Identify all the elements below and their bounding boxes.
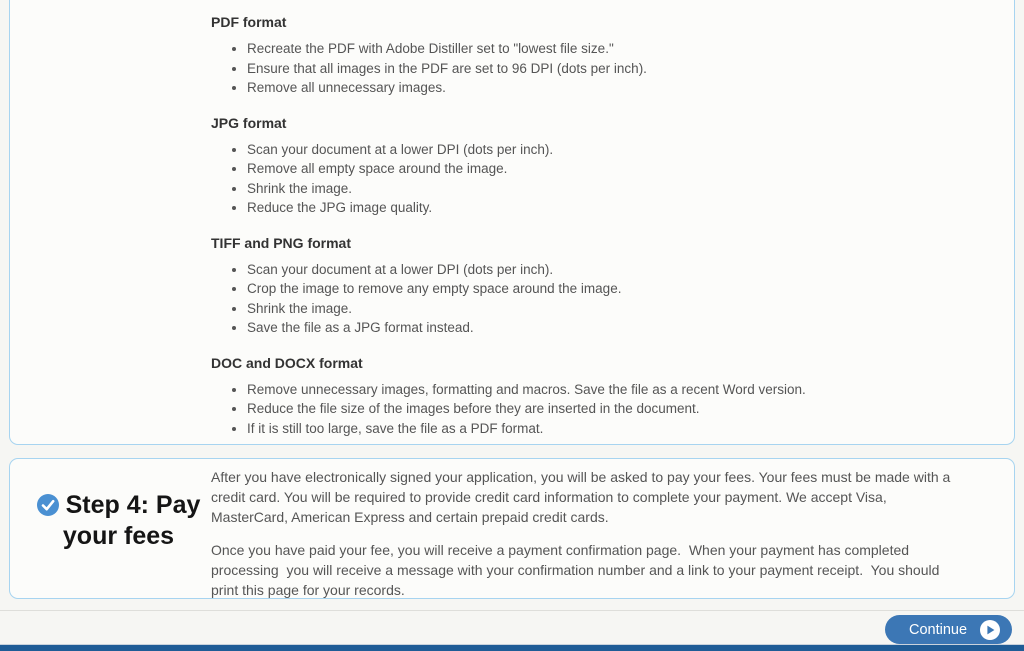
step4-panel <box>9 458 1015 599</box>
list-item: • Crop the image to remove any empty space around the image. <box>247 279 974 299</box>
list-item: • Shrink the image. <box>247 299 974 319</box>
step4-title-line1: Step 4: Pay <box>65 491 201 519</box>
format-heading-jpg: JPG format <box>211 114 287 131</box>
list-item: • Remove all empty space around the image. <box>247 159 974 179</box>
list-item: • Save the file as a JPG format instead. <box>247 318 974 338</box>
list-item: • Ensure that all images in the PDF are set to 96 DPI (dots per inch). <box>247 59 974 79</box>
check-circle-icon <box>37 494 59 522</box>
page-bottom-bar <box>0 644 1024 651</box>
step4-title-line2: your fees <box>62 522 175 550</box>
play-circle-icon <box>980 620 1000 640</box>
list-item: • Recreate the PDF with Adobe Distiller set to "lowest file size." <box>247 39 974 59</box>
format-heading-doc-docx: DOC and DOCX format <box>211 354 363 371</box>
format-list-pdf <box>211 39 974 98</box>
step4-title-column <box>26 459 211 598</box>
footer-divider <box>0 610 1024 611</box>
step4-title <box>26 491 211 550</box>
format-list-doc-docx <box>211 380 974 439</box>
step4-paragraph-1: After you have electronically signed your application, you will be asked to pay your fees. Your fees must be made with a credit card. You will be required to provide credit card information to complete your payment. We accept Visa, MasterCard, American Express and certain prepaid credit cards. <box>211 469 955 525</box>
list-item: • Reduce the file size of the images before they are inserted in the document. <box>247 399 974 419</box>
format-heading-tiff-png: TIFF and PNG format <box>211 234 351 251</box>
continue-button-label: Continue <box>909 621 968 638</box>
file-format-instructions-panel <box>9 0 1015 445</box>
format-heading-pdf: PDF format <box>211 14 287 30</box>
list-item: • Scan your document at a lower DPI (dots per inch). <box>247 260 974 280</box>
list-item: • Remove all unnecessary images. <box>247 78 974 98</box>
list-item: • Shrink the image. <box>247 179 974 199</box>
list-item: • Scan your document at a lower DPI (dots per inch). <box>247 140 974 160</box>
list-item: • Remove unnecessary images, formatting and macros. Save the file as a recent Word version. <box>247 380 974 400</box>
continue-button[interactable] <box>885 615 1012 644</box>
list-item: • If it is still too large, save the file as a PDF format. <box>247 419 974 439</box>
step4-description <box>211 459 1014 598</box>
file-format-instructions-content <box>211 14 974 438</box>
format-list-tiff-png <box>211 260 974 338</box>
list-item: • Reduce the JPG image quality. <box>247 198 974 218</box>
step4-paragraph-2: Once you have paid your fee, you will receive a payment confirmation page. When your payment has completed processing you will receive a message with your confirmation number and a link to your payment receipt. You should print this page for your records. <box>211 542 944 598</box>
format-list-jpg <box>211 140 974 218</box>
